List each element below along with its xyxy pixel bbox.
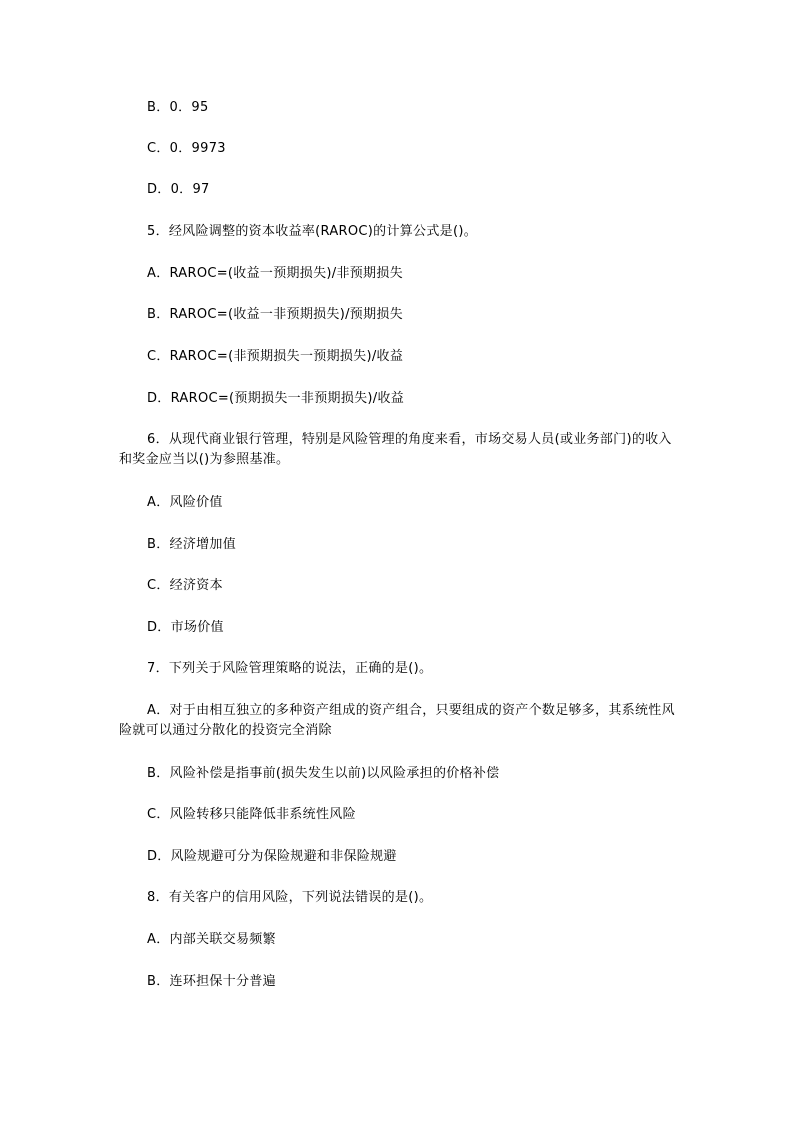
q4-option-d: D．0．97 [147,182,210,197]
q6-question: 6．从现代商业银行管理，特别是风险管理的角度来看，市场交易人员(或业务部门)的收入和奖金应当以()为参照基准。 [119,432,672,467]
q8-option-a: A．内部关联交易频繁 [147,932,276,947]
q7-question: 7．下列关于风险管理策略的说法，正确的是()。 [147,661,433,676]
q7-option-c: C．风险转移只能降低非系统性风险 [147,807,356,822]
q5-option-d: D．RAROC=(预期损失一非预期损失)/收益 [147,391,405,406]
q5-option-c: C．RAROC=(非预期损失一预期损失)/收益 [147,349,404,364]
q7-option-d: D．风险规避可分为保险规避和非保险规避 [147,849,397,864]
q4-option-c: C．0．9973 [147,141,226,156]
q6-option-d: D．市场价值 [147,620,224,635]
q5-option-a: A．RAROC=(收益一预期损失)/非预期损失 [147,266,403,281]
q8-option-b: B．连环担保十分普遍 [147,974,276,989]
q8-question: 8．有关客户的信用风险，下列说法错误的是()。 [147,890,433,905]
q4-option-b: B．0．95 [147,100,209,115]
q7-option-b: B．风险补偿是指事前(损失发生以前)以风险承担的价格补偿 [147,766,500,781]
q5-question: 5．经风险调整的资本收益率(RAROC)的计算公式是()。 [147,224,477,239]
q7-option-a: A．对于由相互独立的多种资产组成的资产组合，只要组成的资产个数足够多，其系统性风险就可以通过分散化的投资完全消除 [119,703,675,738]
q5-option-b: B．RAROC=(收益一非预期损失)/预期损失 [147,307,403,322]
q6-option-a: A．风险价值 [147,495,223,510]
q6-option-b: B．经济增加值 [147,537,237,552]
q6-option-c: C．经济资本 [147,578,223,593]
